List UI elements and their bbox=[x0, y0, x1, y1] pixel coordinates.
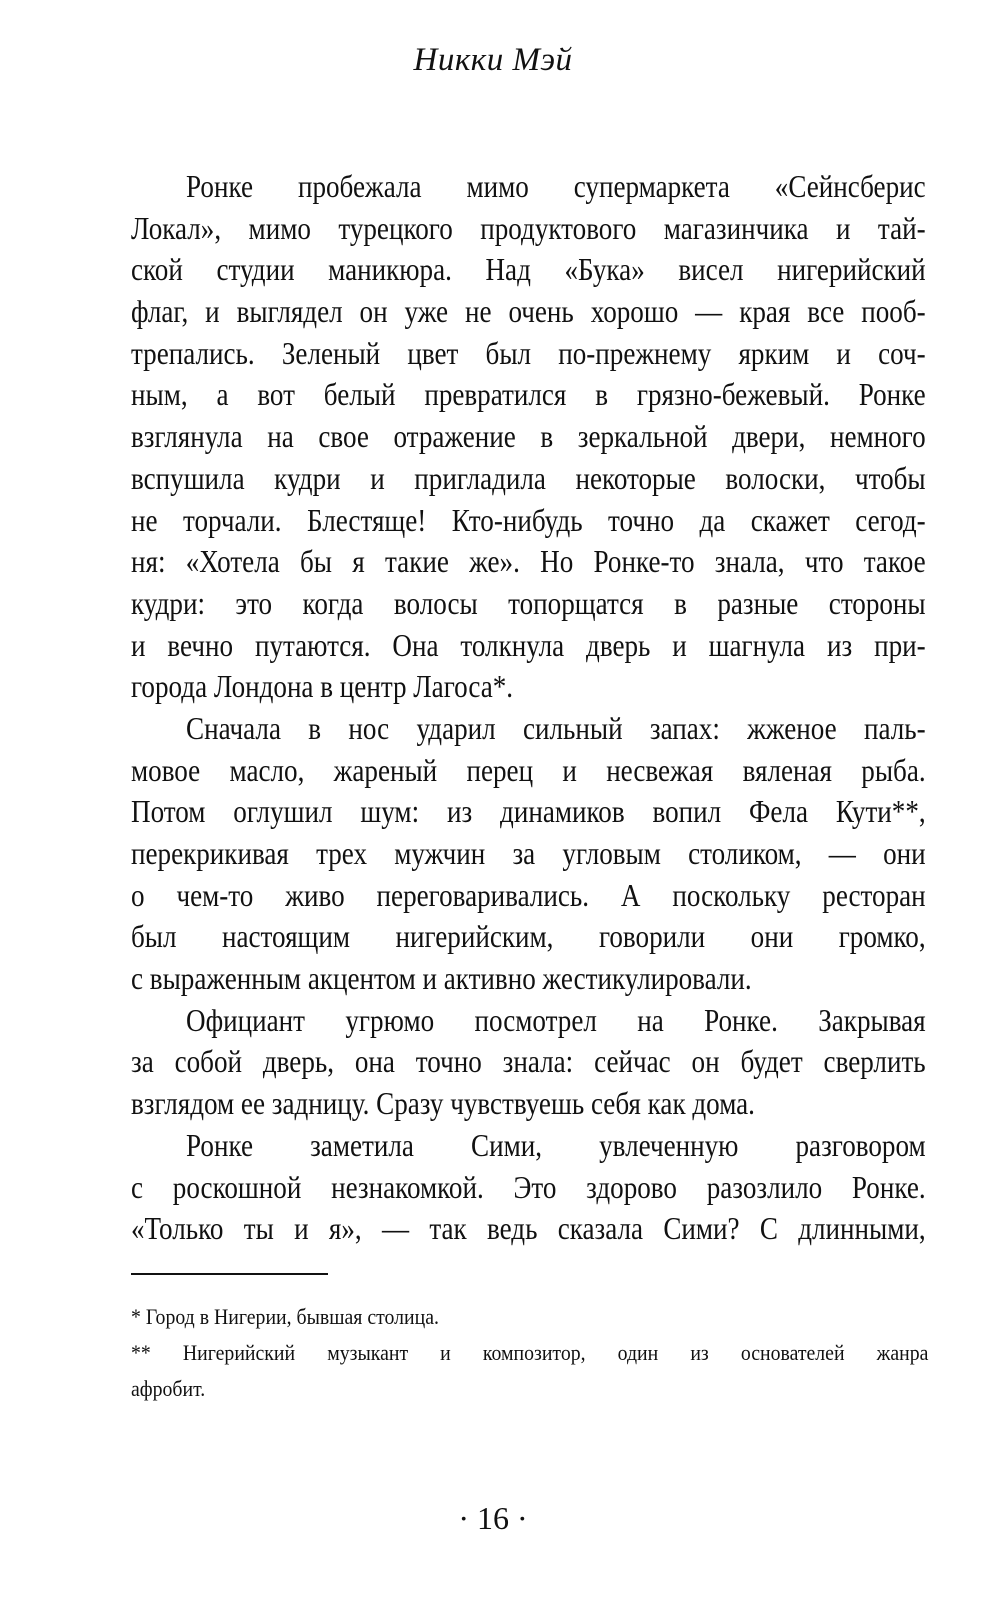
text-line: Ронке пробежала мимо супермаркета «Сейнсберис bbox=[186, 169, 926, 204]
footnote-2-continued: афробит. bbox=[131, 1376, 206, 1401]
text-line: Потом оглушил шум: из динамиков вопил Фела Кути**, bbox=[131, 794, 926, 830]
text-line: ным, а вот белый превратился в грязно-бежевый. Ронке bbox=[131, 377, 926, 413]
text-line: мовое масло, жареный перец и несвежая вяленая рыба. bbox=[131, 752, 926, 788]
running-head-author: Никки Мэй bbox=[413, 42, 573, 78]
footnote-text: Город в Нигерии, бывшая столица. bbox=[145, 1304, 439, 1329]
page-number: · 16 · bbox=[458, 1500, 528, 1536]
text-line: с роскошной незнакомкой. Это здорово разозлило Ронке. bbox=[131, 1169, 926, 1205]
text-line: Ронке заметила Сими, увлеченную разговором bbox=[186, 1127, 926, 1163]
text-line: был настоящим нигерийским, говорили они громко, bbox=[131, 919, 926, 955]
text-line: и вечно путаются. Она толкнула дверь и шагнула из при- bbox=[131, 627, 926, 663]
text-line: ской студии маникюра. Над «Бука» висел нигерийский bbox=[131, 252, 926, 288]
footnote-marker: ** bbox=[131, 1340, 151, 1365]
text-line: за собой дверь, она точно знала: сейчас он будет сверлить bbox=[131, 1044, 926, 1080]
text-line: не торчали. Блестяще! Кто-нибудь точно да скажет сегод- bbox=[131, 502, 926, 538]
text-line: флаг, и выглядел он уже не очень хорошо — края все пооб- bbox=[131, 294, 926, 330]
footnote-1 bbox=[131, 1302, 928, 1338]
text-line: города Лондона в центр Лагоса*. bbox=[131, 669, 514, 705]
footnote-text: Нигерийский музыкант и композитор, один из основателей жанра bbox=[182, 1340, 929, 1365]
text-line: ня: «Хотела бы я такие же». Но Ронке-то знала, что такое bbox=[131, 544, 926, 580]
body-text bbox=[131, 166, 926, 1250]
text-line: перекрикивая трех мужчин за угловым столиком, — они bbox=[131, 836, 926, 871]
text-line: взглянула на свое отражение в зеркальной двери, немного bbox=[131, 419, 926, 455]
footnote-2 bbox=[131, 1338, 928, 1374]
text-line: трепались. Зеленый цвет был по-прежнему ярким и соч- bbox=[131, 335, 926, 371]
footnote-separator bbox=[131, 1273, 328, 1275]
text-line: вспушила кудри и пригладила некоторые волоски, чтобы bbox=[131, 460, 926, 496]
text-line: «Только ты и я», — так ведь сказала Сими? С длинными, bbox=[131, 1211, 926, 1247]
text-line: взглядом ее задницу. Сразу чувствуешь себя как дома. bbox=[131, 1086, 755, 1122]
text-line: о чем-то живо переговаривались. А поскольку ресторан bbox=[131, 877, 926, 913]
footnote-marker: * bbox=[131, 1304, 141, 1329]
text-line: Сначала в нос ударил сильный запах: жженое паль- bbox=[186, 710, 926, 746]
text-line: Официант угрюмо посмотрел на Ронке. Закрывая bbox=[186, 1002, 926, 1038]
text-line: с выраженным акцентом и активно жестикулировали. bbox=[131, 961, 752, 997]
text-line: Локал», мимо турецкого продуктового магазинчика и тай- bbox=[131, 210, 926, 246]
footnotes bbox=[131, 1302, 931, 1410]
text-line: кудри: это когда волосы топорщатся в разные стороны bbox=[131, 585, 926, 621]
